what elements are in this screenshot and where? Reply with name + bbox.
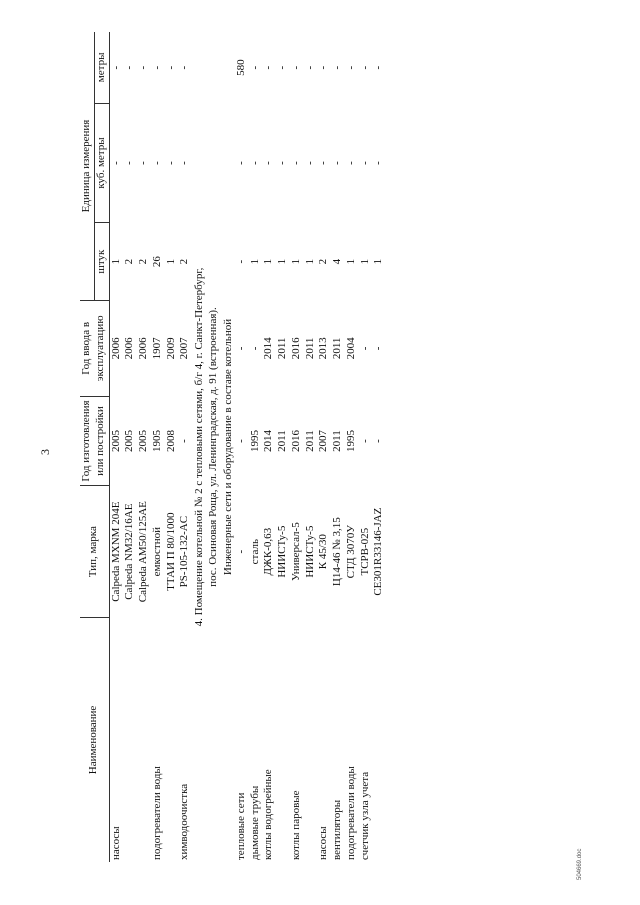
table-row <box>178 32 192 862</box>
cell-pcs: 1 <box>276 258 289 265</box>
section-line-1: 4. Помещение котельной № 2 с тепловыми сетями, б/г 4, г. Санкт-Петербург, <box>193 267 205 627</box>
cell-year-intro: 2006 <box>123 337 136 360</box>
cell-cubic: - <box>178 161 191 165</box>
col-year-intro-header: Год ввода в эксплуатацию <box>80 301 109 397</box>
col-name-header: Наименование <box>80 617 109 862</box>
cell-year-made: 2011 <box>303 430 316 452</box>
table-row <box>359 32 373 862</box>
footer-filename: 504669.doc <box>577 848 583 880</box>
cell-meters: - <box>317 65 330 70</box>
cell-pcs: 1 <box>164 258 177 265</box>
cell-pcs: 2 <box>317 258 330 265</box>
cell-name <box>372 617 386 862</box>
cell-year-intro: 2007 <box>178 337 191 360</box>
cell-name: дымовые трубы <box>248 785 261 860</box>
cell-name: насосы <box>317 826 330 860</box>
cell-cubic: - <box>358 161 371 165</box>
cell-name <box>137 617 151 862</box>
cell-year-made: 2011 <box>331 430 344 452</box>
cell-year-made: - <box>358 439 371 443</box>
cell-type: НИИСТу-5 <box>276 525 289 578</box>
cell-meters: - <box>289 65 302 70</box>
cell-name: подогреватели воды <box>150 766 163 860</box>
cell-year-intro: 2009 <box>164 337 177 360</box>
table-row <box>372 32 386 862</box>
cell-name: вентиляторы <box>331 799 344 860</box>
cell-year-made: - <box>178 439 191 443</box>
cell-meters: - <box>331 65 344 70</box>
cell-name <box>165 617 179 862</box>
cell-year-intro: 2013 <box>317 337 330 360</box>
cell-meters: - <box>164 65 177 70</box>
cell-pcs: 2 <box>137 258 149 265</box>
cell-year-intro: - <box>234 346 247 351</box>
table-row <box>276 32 290 862</box>
cell-pcs: 1 <box>372 258 385 265</box>
cell-pcs: 2 <box>123 258 136 265</box>
cell-cubic: - <box>137 161 149 165</box>
cell-cubic: - <box>150 161 163 165</box>
cell-name: насосы <box>109 826 122 860</box>
col-meters-header: метры <box>94 32 109 103</box>
cell-year-made: 2005 <box>109 430 122 453</box>
cell-type: Ц14-46 № 3,15 <box>331 517 344 587</box>
page-number: 3 <box>38 449 52 455</box>
cell-pcs: 1 <box>109 258 122 265</box>
cell-meters: - <box>372 65 385 70</box>
cell-year-intro: - <box>358 346 371 351</box>
col-pcs-header: штук <box>94 223 109 301</box>
cell-year-intro: 2014 <box>262 337 275 360</box>
cell-year-made: - <box>234 439 247 443</box>
cell-type: сталь <box>248 539 261 565</box>
col-unit-group-header: Единица измерения <box>80 32 94 301</box>
cell-year-made: 2005 <box>123 430 136 453</box>
cell-type: PS-105-132-AC <box>178 515 191 588</box>
table-row <box>317 32 331 862</box>
cell-pcs: 26 <box>150 256 163 268</box>
table-row <box>235 32 249 862</box>
cell-name: тепловые сети <box>234 792 247 860</box>
cell-year-made: 1995 <box>344 430 357 453</box>
cell-pcs: 1 <box>262 258 275 265</box>
cell-meters: - <box>178 65 191 70</box>
cell-type: Calpeda MXNM 204E <box>109 501 122 602</box>
cell-year-intro: 2016 <box>289 337 302 360</box>
cell-year-intro: 2006 <box>137 337 149 360</box>
cell-name: подогреватели воды <box>344 766 357 860</box>
cell-cubic: - <box>262 161 275 165</box>
rotated-page <box>40 22 600 882</box>
cell-year-intro: 2011 <box>331 337 344 360</box>
col-cubic-header: куб. метры <box>94 103 109 223</box>
cell-pcs: 1 <box>248 258 261 265</box>
cell-cubic: - <box>317 161 330 165</box>
cell-name: котлы водогрейные <box>262 769 275 860</box>
cell-cubic: - <box>303 161 316 165</box>
cell-name <box>304 617 318 862</box>
cell-name: химводоочистка <box>178 783 191 860</box>
cell-pcs: 1 <box>344 258 357 265</box>
cell-meters: - <box>248 65 261 70</box>
cell-pcs: - <box>234 259 247 264</box>
cell-type: Calpeda NM32/16AE <box>123 503 136 600</box>
cell-year-made: - <box>372 439 385 443</box>
cell-pcs: 2 <box>178 258 191 265</box>
cell-meters: - <box>344 65 357 70</box>
cell-year-intro: 2004 <box>344 337 357 360</box>
cell-pcs: 4 <box>331 258 344 265</box>
cell-type: ТТАИ П 80/1000 <box>164 512 177 591</box>
cell-cubic: - <box>372 161 385 165</box>
cell-year-made: 2005 <box>137 430 149 453</box>
cell-type: ДЖК-0,63 <box>262 527 275 576</box>
cell-name: котлы паровые <box>289 790 302 860</box>
cell-meters: 580 <box>234 59 247 76</box>
cell-pcs: 1 <box>303 258 316 265</box>
cell-meters: - <box>303 65 316 70</box>
cell-year-intro: 2006 <box>109 337 122 360</box>
col-year-made-header: Год изготовления или постройки <box>80 396 109 486</box>
cell-year-made: 1905 <box>150 430 163 453</box>
cell-year-intro: 2011 <box>276 337 289 360</box>
cell-type: НИИСТу-5 <box>303 525 316 578</box>
cell-meters: - <box>358 65 371 70</box>
cell-type: К 45/30 <box>317 534 330 570</box>
table-row <box>345 32 359 862</box>
cell-meters: - <box>276 65 289 70</box>
cell-name <box>276 617 290 862</box>
cell-cubic: - <box>234 161 247 165</box>
cell-meters: - <box>262 65 275 70</box>
equipment-table <box>80 32 386 862</box>
cell-cubic: - <box>123 161 136 165</box>
cell-cubic: - <box>331 161 344 165</box>
cell-year-made: 1995 <box>248 430 261 453</box>
table-block-1 <box>109 32 192 862</box>
table-row <box>331 32 345 862</box>
cell-cubic: - <box>248 161 261 165</box>
cell-type: - <box>234 549 247 554</box>
cell-year-made: 2014 <box>262 430 275 453</box>
table-row <box>109 32 123 862</box>
cell-type: ТСРВ-025 <box>358 527 371 576</box>
section-line-2: пос. Осиновая Роща, ул. Ленинградская, д. 91 (встроенная). <box>207 307 220 587</box>
cell-cubic: - <box>289 161 302 165</box>
cell-name <box>123 617 137 862</box>
cell-cubic: - <box>164 161 177 165</box>
cell-meters: - <box>123 65 136 70</box>
section-heading <box>192 32 235 862</box>
cell-year-intro: - <box>372 346 385 351</box>
table-row <box>165 32 179 862</box>
col-type-header: Тип, марка <box>80 486 109 618</box>
cell-name: счетчик узла учета <box>358 771 371 860</box>
table-row <box>151 32 165 862</box>
cell-pcs: 1 <box>358 258 371 265</box>
cell-year-made: 2016 <box>289 430 302 453</box>
table-block-2 <box>235 32 386 862</box>
cell-meters: - <box>109 65 122 70</box>
cell-meters: - <box>150 65 163 70</box>
cell-type: Calpeda AM50/125AE <box>137 501 149 603</box>
cell-cubic: - <box>276 161 289 165</box>
table-row <box>304 32 318 862</box>
table-row <box>290 32 304 862</box>
cell-year-intro: 1907 <box>150 337 163 360</box>
table-row <box>262 32 276 862</box>
cell-year-made: 2011 <box>276 430 289 452</box>
cell-pcs: 1 <box>289 258 302 265</box>
table-row <box>123 32 137 862</box>
table-row <box>137 32 151 862</box>
cell-year-made: 2008 <box>164 430 177 453</box>
cell-year-intro: - <box>248 346 261 351</box>
cell-year-made: 2007 <box>317 430 330 453</box>
cell-type: Универсал-5 <box>289 522 302 582</box>
cell-cubic: - <box>344 161 357 165</box>
cell-type: емкостной <box>150 526 163 577</box>
cell-type: СЕ301R33146-JAZ <box>372 507 385 596</box>
section-line-3: Инженерные сети и оборудование в составе котельной <box>221 318 234 576</box>
cell-meters: - <box>137 65 149 70</box>
cell-cubic: - <box>109 161 122 165</box>
table-row <box>249 32 263 862</box>
cell-year-intro: 2011 <box>303 337 316 360</box>
cell-type: СТД 3070У <box>344 524 357 579</box>
